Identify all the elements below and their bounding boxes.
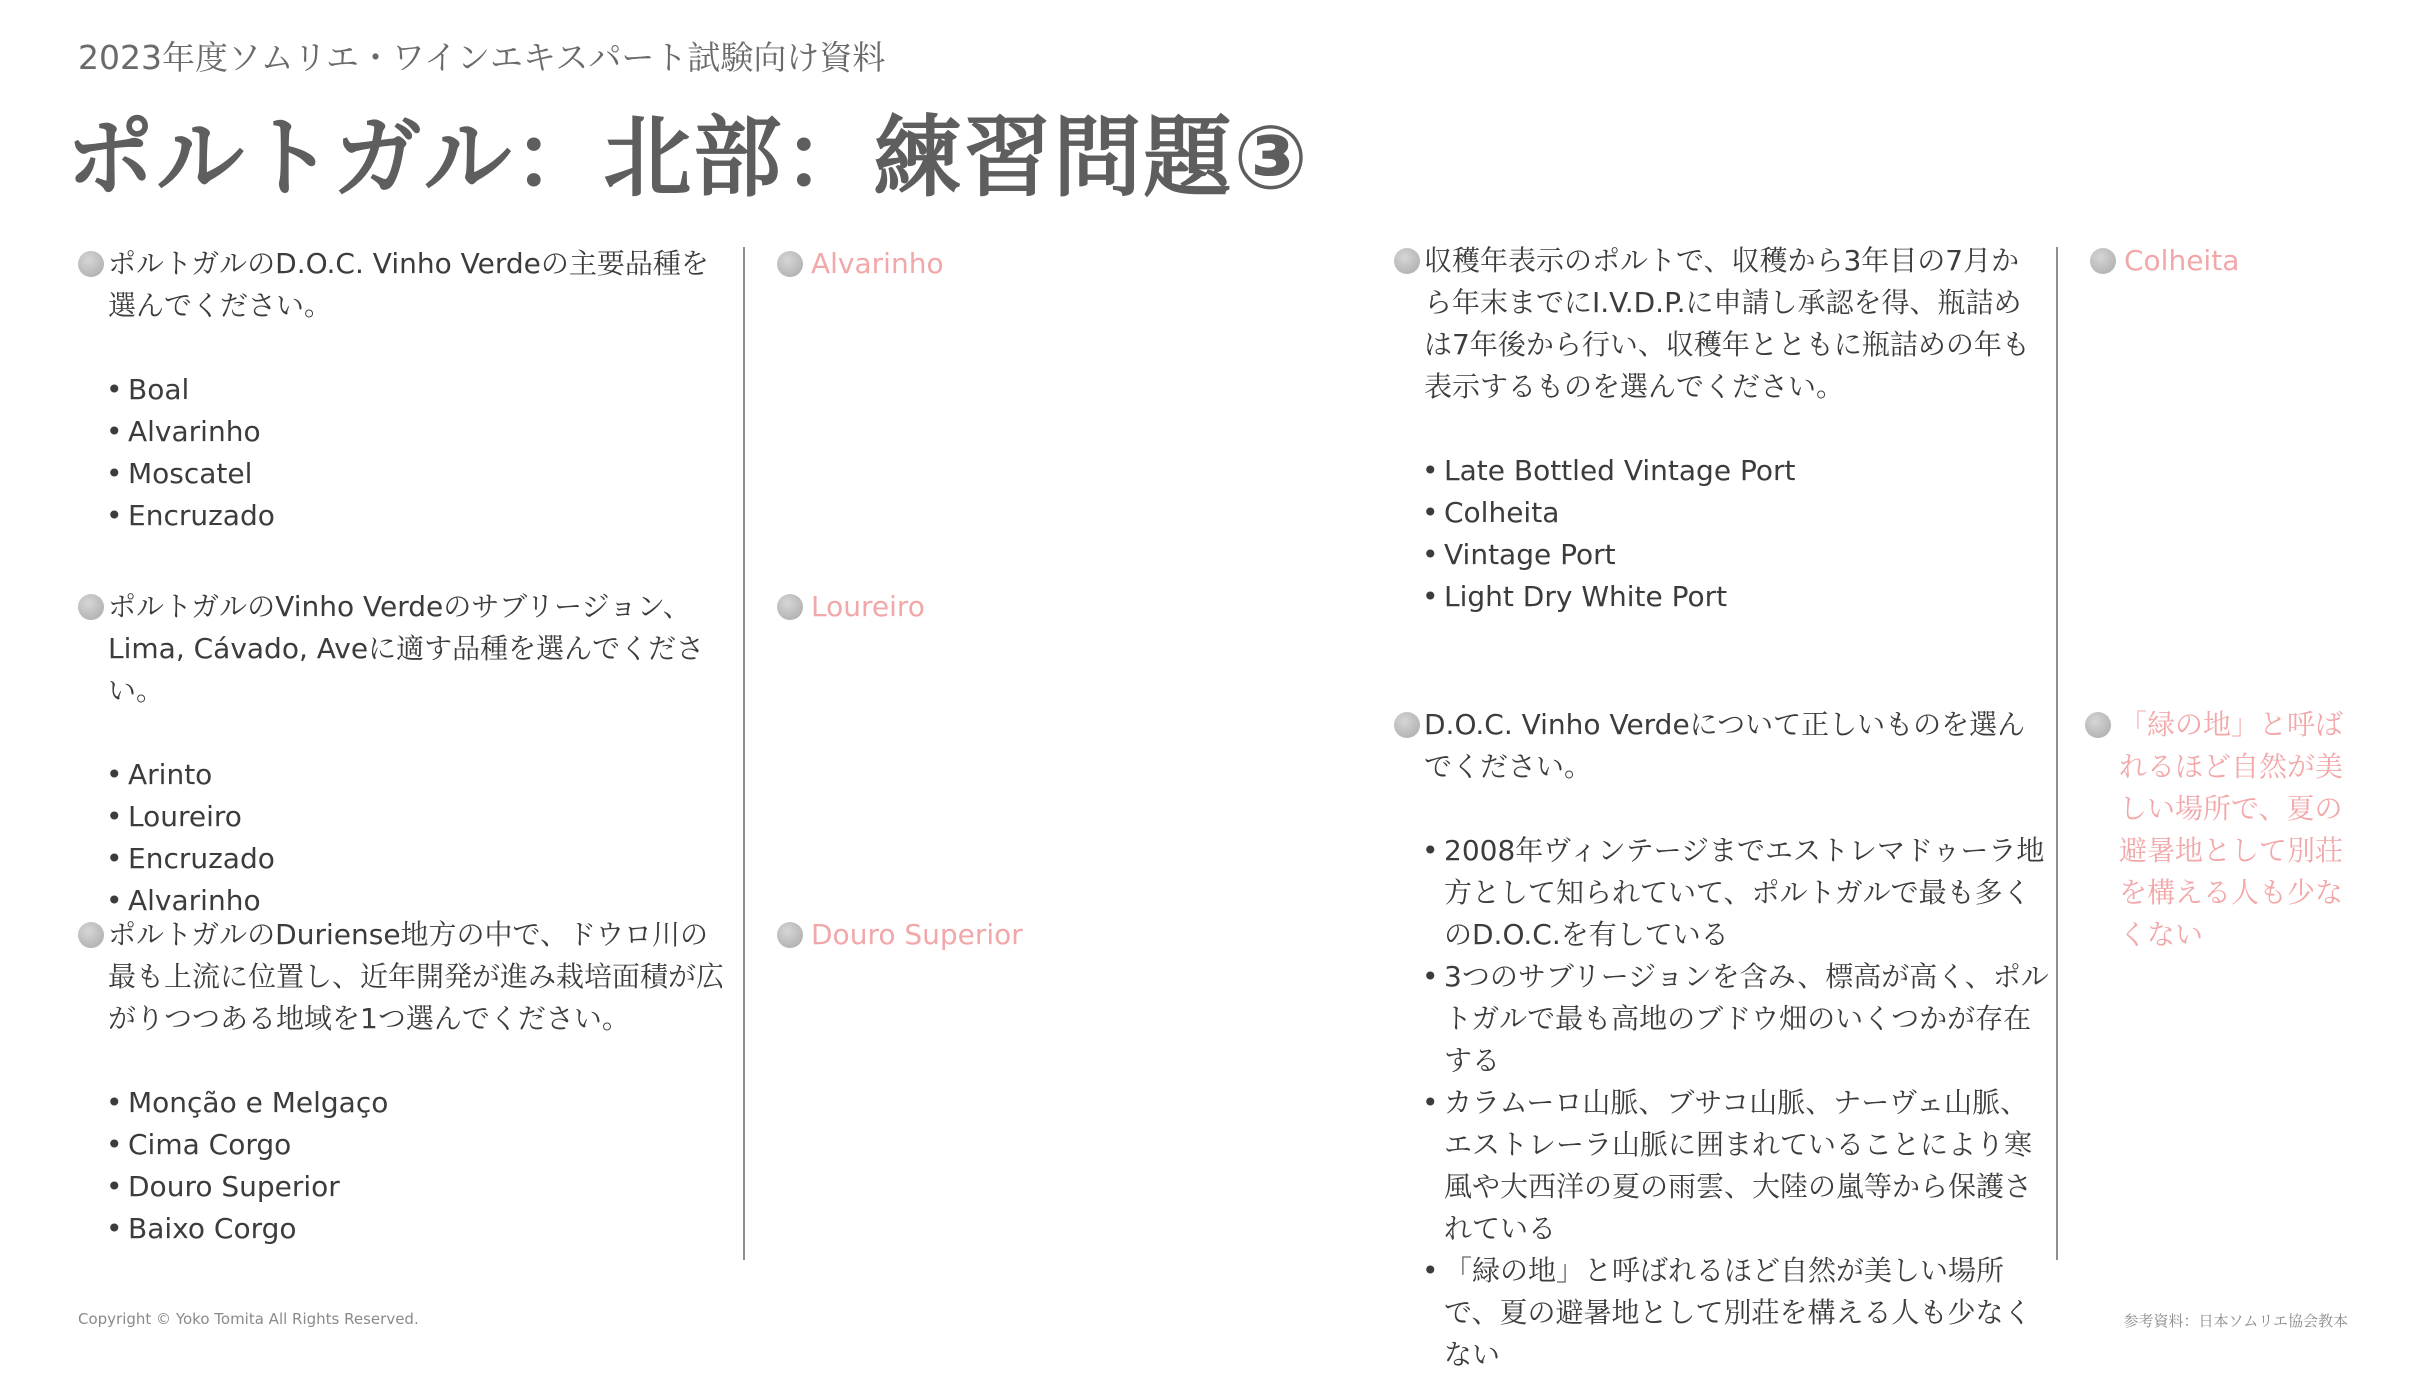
option-list	[78, 754, 728, 922]
option-item: • Light Dry White Port	[1394, 576, 2034, 618]
question-text: ポルトガルのD.O.C. Vinho Verdeの主要品種を選んでください。	[108, 247, 709, 322]
question-text: ポルトガルのVinho Verdeのサブリージョン、Lima, Cávado, Aveに適す品種を選んでください。	[108, 590, 705, 707]
question-1	[78, 243, 728, 537]
bullet-dot-icon	[2090, 248, 2116, 274]
answer-1	[777, 243, 997, 285]
bullet-dot-icon	[1394, 712, 1420, 738]
option-list	[78, 1082, 728, 1250]
copyright: Copyright © Yoko Tomita All Rights Reserved.	[78, 1310, 419, 1328]
option-item: • Alvarinho	[78, 880, 728, 922]
question-4	[1394, 240, 2034, 618]
answer-text: Loureiro	[811, 590, 925, 623]
bullet-dot-icon	[777, 251, 803, 277]
answer-text: 「緑の地」と呼ばれるほど自然が美しい場所で、夏の避暑地として別荘を構える人も少なくない	[2119, 708, 2344, 951]
answer-5	[2085, 704, 2355, 956]
option-item: • 3つのサブリージョンを含み、標高が高く、ポルトガルで最も高地のブドウ畑のいくつかが存在する	[1394, 956, 2050, 1082]
bullet-dot-icon	[78, 251, 104, 277]
bullet-dot-icon	[78, 594, 104, 620]
option-item: • Boal	[78, 369, 728, 411]
option-item: • Vintage Port	[1394, 534, 2034, 576]
option-item: • Baixo Corgo	[78, 1208, 728, 1250]
option-item: • Alvarinho	[78, 411, 728, 453]
option-item: • Encruzado	[78, 495, 728, 537]
option-item: • Colheita	[1394, 492, 2034, 534]
option-item: • 2008年ヴィンテージまでエストレマドゥーラ地方として知られていて、ポルトガルで最も多くのD.O.C.を有している	[1394, 830, 2050, 956]
bullet-dot-icon	[1394, 248, 1420, 274]
answer-text: Alvarinho	[811, 247, 944, 280]
option-item: • Encruzado	[78, 838, 728, 880]
option-item: • 「緑の地」と呼ばれるほど自然が美しい場所で、夏の避暑地として別荘を構える人も少なくない	[1394, 1250, 2050, 1376]
question-2	[78, 586, 728, 922]
question-5	[1394, 704, 2050, 1376]
option-item: • Late Bottled Vintage Port	[1394, 450, 2034, 492]
option-list	[1394, 830, 2050, 1376]
reference-note: 参考資料：日本ソムリエ協会教本	[2123, 1312, 2348, 1330]
option-item: • Douro Superior	[78, 1166, 728, 1208]
page-title: ポルトガル：北部：練習問題③	[66, 106, 1310, 209]
bullet-dot-icon	[2085, 712, 2111, 738]
column-divider	[743, 247, 745, 1260]
answer-4	[2090, 240, 2310, 282]
question-text: 収穫年表示のポルトで、収穫から3年目の7月から年末までにI.V.D.P.に申請し承認を得、瓶詰めは7年後から行い、収穫年とともに瓶詰めの年も表示するものを選んでください。	[1424, 244, 2030, 403]
option-item: • Cima Corgo	[78, 1124, 728, 1166]
option-item: • Arinto	[78, 754, 728, 796]
bullet-dot-icon	[777, 922, 803, 948]
question-text: ポルトガルのDuriense地方の中で、ドウロ川の最も上流に位置し、近年開発が進み栽培面積が広がりつつある地域を1つ選んでください。	[108, 918, 725, 1035]
option-list	[1394, 450, 2034, 618]
bullet-dot-icon	[78, 922, 104, 948]
answer-2	[777, 586, 997, 628]
answer-text: Douro Superior	[811, 918, 1023, 951]
question-text: D.O.C. Vinho Verdeについて正しいものを選んでください。	[1424, 708, 2026, 783]
answer-text: Colheita	[2124, 244, 2240, 277]
option-item: • Moscatel	[78, 453, 728, 495]
option-list	[78, 369, 728, 537]
answer-3	[777, 914, 1037, 956]
option-item: • Monção e Melgaço	[78, 1082, 728, 1124]
page-subtitle: 2023年度ソムリエ・ワインエキスパート試験向け資料	[78, 38, 886, 77]
option-item: • カラムーロ山脈、ブサコ山脈、ナーヴェ山脈、エストレーラ山脈に囲まれていることにより寒風や大西洋の夏の雨雲、大陸の嵐等から保護されている	[1394, 1082, 2050, 1250]
bullet-dot-icon	[777, 594, 803, 620]
question-3	[78, 914, 728, 1250]
column-divider	[2056, 247, 2058, 1260]
option-item: • Loureiro	[78, 796, 728, 838]
